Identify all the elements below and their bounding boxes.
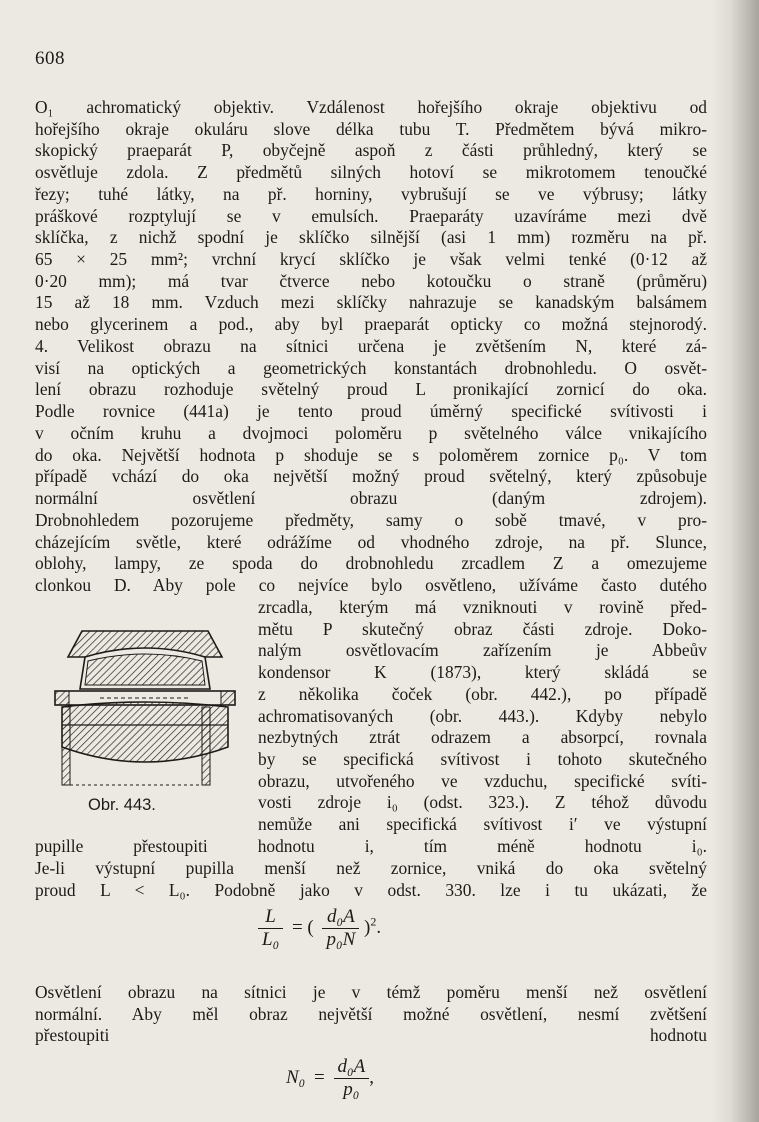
text-line: řezy; tuhé látky, na př. horniny, vybrušují se ve výbrusy; látky [35,183,707,204]
text-line: zrcadla, kterým má vzniknouti v rovině před- [258,597,707,617]
text-line: nezbytných ztrát odrazem a absorpcí, rovnala [258,727,707,748]
eq2-lhs: N₀ [286,1066,306,1088]
paragraph-illumination-end [35,836,707,858]
text-line: by se specifická svítivost i tohoto skutečného [258,748,707,769]
text-line: případě vchází do oka největší možný proud světelný, který způsobuje [35,466,707,487]
text-line: mětu P skutečný obraz části zdroje. Doko- [258,618,707,639]
equation-light-ratio: $\frac{L}{\text{L₀}}$ = ( $\frac{\text{d₀A}}{\text{p₀N}}$ )$^2$. [258,906,381,951]
text-line: 0·20 mm); má tvar čtverce nebo kotoučku o straně (průměru) [35,270,707,291]
eq2-rhs-denominator: p₀ [334,1078,370,1101]
text-line: O₁ achromatický objektiv. Vzdálenost hořejšího okraje objektivu od [35,97,707,117]
text-line: normální osvětlení obrazu (daným zdrojem). [35,487,707,508]
text-line: sklíčka, z nichž spodní je sklíčko silnější (asi 1 mm) rozměru na př. [35,227,707,248]
text-line: cházejícím světle, které odrážíme od vhodného zdroje, na př. Slunce, [35,531,707,552]
text-line: Drobnohledem pozorujeme předměty, samy o sobě tmavé, v pro- [35,510,707,530]
paragraph-exit-pupil [35,858,707,901]
figure-caption: Obr. 443. [88,796,156,814]
text-line: skopický praeparát P, obyčejně aspoň z části průhledný, který se [35,140,707,161]
text-line: 15 až 18 mm. Vzduch mezi sklíčky nahrazuje se kanadským balsámem [35,292,707,313]
eq1-lhs-fraction [258,906,283,951]
paragraph-illumination [35,510,707,597]
eq1-rhs-fraction [322,906,359,951]
equation-normal-magnification: N₀ = $\frac{\text{d₀A}}{\text{p₀}}$ , [286,1056,374,1100]
eq1-exponent: 2 [370,914,377,929]
eq2-rhs-fraction [334,1056,370,1101]
text-line: clonkou D. Aby pole co nejvíce bylo osvětleno, užíváme často dutého [35,575,707,596]
text-line: oblohy, lampy, ze spoda do drobnohledu zrcadlem Z a omezujeme [35,553,707,574]
text-line: práškové rozptylují se v emulsích. Praeparáty uzavíráme mezi dvě [35,205,707,226]
eq1-rhs-numerator: d₀A [327,906,355,927]
text-line: 4. Velikost obrazu na sítnici určena je zvětšením N, které zá- [35,336,707,356]
eq1-lhs-denominator: L₀ [258,928,283,951]
paragraph-illumination-continued [258,597,707,836]
text-line: achromatisovaných (obr. 443.). Kdyby nebylo [258,705,707,726]
text-line: Osvětlení obrazu na sítnici je v témž poměru menší než osvětlení [35,982,707,1002]
text-line: přestoupiti hodnotu [35,1025,707,1046]
text-line: kondensor K (1873), který skládá se [258,662,707,683]
text-line: normální. Aby měl obraz největší možné osvětlení, nesmí zvětšení [35,1003,707,1024]
text-line: v očním kruhu a dvojmoci poloměru p světelného válce vnikajícího [35,422,707,443]
text-line: nemůže ani specifická svítivost i′ ve výstupní [258,814,707,835]
eq2-tail: , [369,1066,374,1088]
eq1-tail: . [376,916,382,938]
text-line: proud L < L₀. Podobně jako v odst. 330. lze i tu ukázati, že [35,879,707,900]
eq2-rhs-numerator: d₀A [337,1056,366,1077]
text-line: pupille přestoupiti hodnotu i, tím méně hodnotu i₀. [35,836,707,856]
text-line: osvětluje zdola. Z předmětů silných hotoví se mikrotomem tenoučké [35,162,707,183]
text-line: do oka. Největší hodnota p shoduje se s poloměrem zornice p₀. V tom [35,444,707,465]
page-spine-shadow [711,0,759,1122]
condenser-figure [40,617,250,795]
text-line: hořejšího okraje okuláru slove délka tubu T. Předmětem bývá mikro- [35,118,707,139]
text-line: visí na optických a geometrických konstantách drobnohledu. O osvět- [35,357,707,378]
paragraph-max-illumination [35,982,707,1047]
text-line: nebo glycerinem a pod., aby byl praeparát opticky co možná stejnorodý. [35,314,707,335]
text-line: Podle rovnice (441a) je tento proud úměrný specifické svítivosti i [35,401,707,422]
paragraph-objective-description [35,97,707,336]
text-line: obrazu, utvořeného ve vzduchu, specifické svíti- [258,770,707,791]
eq1-lhs-numerator: L [265,906,276,927]
paragraph-image-size [35,336,707,510]
text-line: 65 × 25 mm²; vrchní krycí sklíčko je však velmi tenké (0·12 až [35,248,707,269]
text-line: Je-li výstupní pupilla menší než zornice, vniká do oka světelný [35,858,707,878]
text-line: z několika čoček (obr. 442.), po případě [258,683,707,704]
eq1-rhs-denominator: p₀N [322,928,359,951]
text-line: lení obrazu rozhoduje světelný proud L pronikající zornicí do oka. [35,379,707,400]
text-line: nalým osvětlovacím zařízením je Abbeův [258,640,707,661]
text-line: vosti zdroje i₀ (odst. 323.). Z téhož důvodu [258,792,707,813]
page-number: 608 [35,48,65,69]
